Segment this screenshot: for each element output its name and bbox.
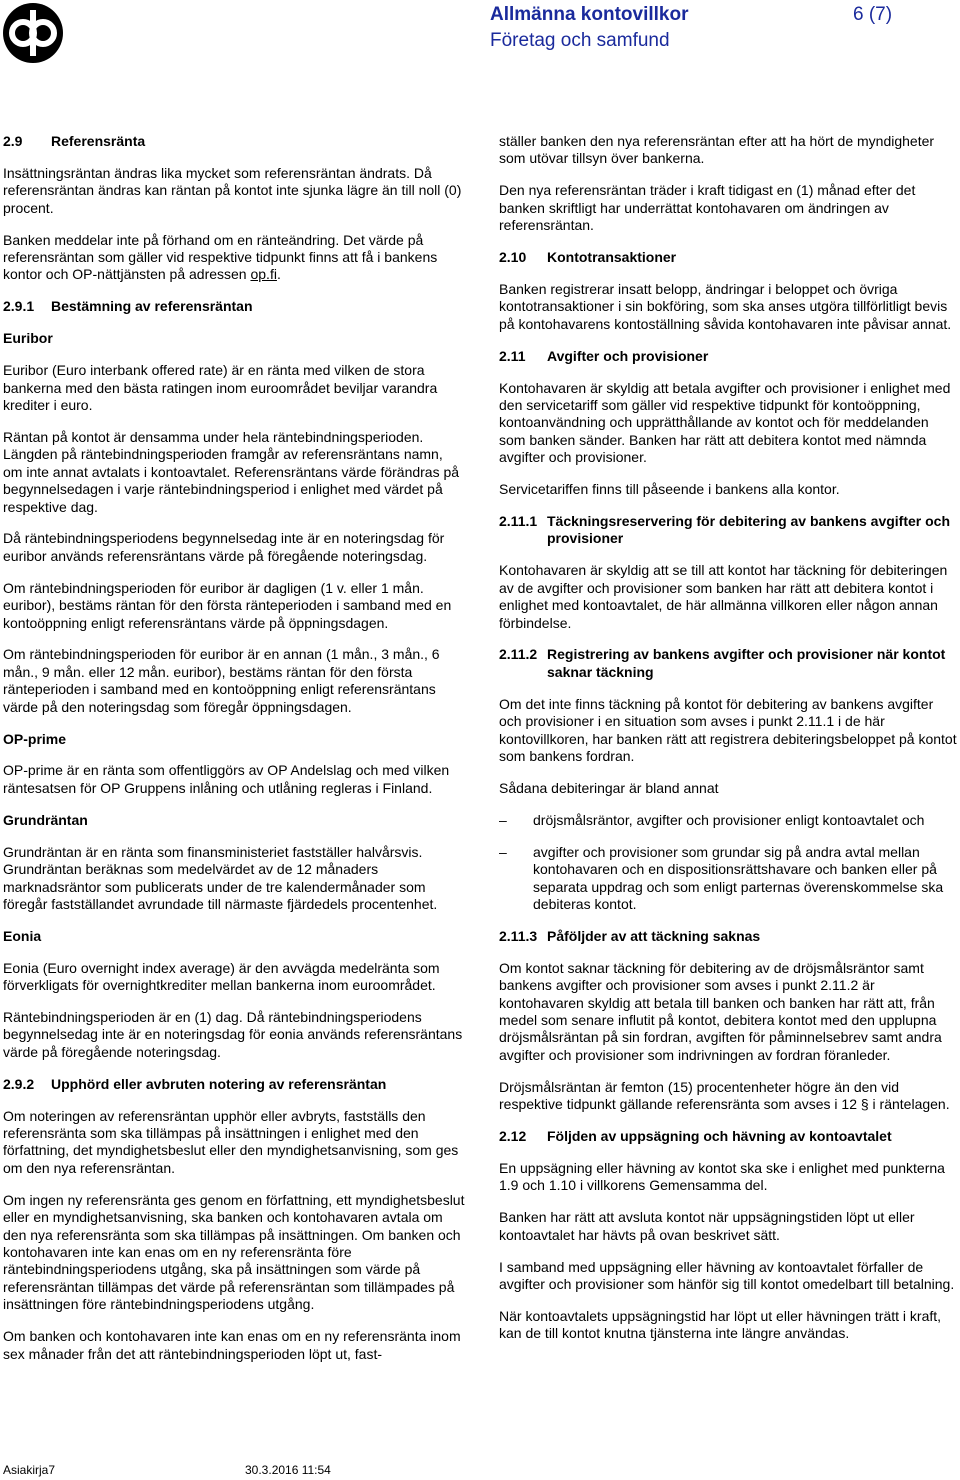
paragraph-text: . (276, 266, 281, 283)
section-heading (3, 1076, 465, 1093)
section-number: 2.11.2 (499, 646, 538, 663)
section-number: 2.11.3 (499, 927, 538, 944)
section-number: 2.9.2 (3, 1075, 35, 1092)
paragraph: Sådana debiteringar är bland annat (499, 779, 719, 796)
paragraph: Euribor (Euro interbank offered rate) är en ränta med vilken de stora bankerna med den bästa ratingen inom euroområdet beviljar varandra krediter i euro. (3, 362, 438, 413)
dash-bullet: – (499, 811, 507, 828)
paragraph: När kontoavtalets uppsägningstid har löpt ut eller hävningen trätt i kraft, kan de till kontot knutna tjänsterna inte längre användas. (499, 1307, 942, 1342)
list-item-text: dröjsmålsräntor, avgifter och provisioner enligt kontoavtalet och (533, 811, 925, 828)
section-heading (499, 348, 957, 365)
document-title: Allmänna kontovillkor (490, 4, 689, 25)
paragraph: Räntan på kontot är densamma under hela räntebindningsperioden. Längden på räntebindningsperioden framgår av referensräntans namn, om inte annat avtalats i kontoavtalet. Referensräntans värde förändras på begynnelsedagen i varje räntebindningsperiod i enlighet med värdet på respektive dag. (3, 428, 460, 515)
paragraph: ställer banken den nya referensräntan efter att ha hört de myndigheter som utövar tillsyn över bankerna. (499, 133, 935, 167)
section-heading (3, 298, 465, 315)
section-title: Avgifter och provisioner (547, 347, 709, 364)
paragraph: Insättningsräntan ändras lika mycket som referensräntan ändrats. Då referensräntan ändras kan räntan på kontot inte sjunka lägre än till noll (0) procent. (3, 164, 462, 216)
subheading-euribor: Euribor (3, 330, 53, 347)
section-title: Upphörd eller avbruten notering av referensräntan (51, 1075, 387, 1092)
section-heading (3, 133, 465, 150)
paragraph: Dröjsmålsräntan är femton (15) procentenheter högre än den vid respektive tidpunkt gällande referensränta som avses i 12 § i räntelagen. (499, 1078, 950, 1113)
dash-bullet: – (499, 843, 507, 860)
paragraph: Om det inte finns täckning på kontot för debitering av bankens avgifter och provisioner i en situation som avses i punkt 2.11.1 i de här kontovillkoren, har banken rätt att registrera debiteringsbeloppet på kontot som bankens fordran. (499, 695, 957, 764)
section-number: 2.10 (499, 249, 527, 266)
section-title: Kontotransaktioner (547, 249, 677, 266)
paragraph: Servicetariffen finns till påseende i bankens alla kontor. (499, 481, 840, 498)
paragraph: Räntebindningsperioden är en (1) dag. Då räntebindningsperiodens begynnelsedag inte är en noteringsdag för eonia används referensräntans värde på föregående noteringsdag. (3, 1009, 463, 1060)
list-item-text: avgifter och provisioner som grundar sig på andra avtal mellan kontohavaren och en dispositionsrättshavare och banken eller på separata uppdrag och som enligt parternas överenskommelse ska debiteras kontot. (533, 843, 944, 912)
paragraph: Grundräntan är en ränta som finansministeriet fastställer halvårsvis. Grundräntan beräknas som medelvärdet av de 12 månaders marknadsräntor som publicerats under de tre kalendermånader som föregår fastställandet avrundade till närmaste fjärdedels procentenhet. (3, 843, 438, 912)
paragraph: Om räntebindningsperioden för euribor är en annan (1 mån., 3 mån., 6 mån., 9 mån. eller 12 mån. euribor), bestäms räntan för den första ränteperioden i samband med en kontoöppning enligt referensräntans värde på den noteringsdag som föregår öppningsdagen. (3, 646, 440, 715)
section-title: Bestämning av referensräntan (51, 298, 253, 315)
paragraph: Kontohavaren är skyldig att se till att kontot har täckning för debiteringen av de avgifter och provisioner som banken har rätt att debitera kontot i enlighet med kontoavtalet, de här allmänna villkoren eller någon annan förbindelse. (499, 562, 948, 631)
paragraph (3, 232, 465, 284)
paragraph-text: Banken meddelar inte på förhand om en ränteändring. Det värde på referensräntan som gäller vid respektive tidpunkt finns att få i bankens kontor och OP-nättjänsten på adressen (3, 231, 438, 283)
section-heading (499, 928, 957, 945)
section-heading (499, 513, 957, 548)
paragraph: Om ingen ny referensränta ges genom en författning, ett myndighetsbeslut eller en myndighetsanvisning, ska banken och kontohavaren avtala om den nya referensränta som ska tillämpas på insättningen. Om banken och kontohavaren inte kan enas om en ny referensränta före räntebindningsperiodens utgång, ska på insättningen som värde på referensräntan tillämpas det värde på referensräntan som tillämpades på insättningen före räntebindningsperiodens utgång. (3, 1191, 465, 1313)
section-number: 2.11.1 (499, 513, 538, 529)
footer-document-name: Asiakirja7 (3, 1463, 56, 1477)
paragraph: I samband med uppsägning eller hävning av kontoavtalet förfaller de avgifter och provisioner som hänför sig till kontot omedelbart till betalning. (499, 1258, 955, 1292)
paragraph: Den nya referensräntan träder i kraft tidigast en (1) månad efter det banken skriftligt har underrättat kontohavaren om ändringen av referensräntan. (499, 182, 916, 234)
list-item (499, 812, 957, 829)
section-heading (499, 1128, 957, 1145)
section-number: 2.9.1 (3, 298, 35, 315)
subheading-eonia: Eonia (3, 927, 42, 944)
footer-timestamp: 30.3.2016 11:54 (245, 1463, 331, 1477)
paragraph: Om kontot saknar täckning för debitering av de dröjsmålsräntor samt bankens avgifter och provisioner som avses i punkt 2.11.2 är kontohavaren skyldig att betala till banken och banken har rätt att, från medel som senare influtit på kontot, debitera kontot med den upplupna dröjsmålsräntan på sin fordran, avgiften för påminnelsebrev samt andra avgifter och provisioner som indrivningen av fordran föranleder. (499, 959, 942, 1063)
section-title: Täckningsreservering för debitering av bankens avgifter och provisioner (547, 513, 951, 547)
paragraph: Om noteringen av referensräntan upphör eller avbryts, fastställs den referensränta som ska tillämpas på insättningen i enlighet med den författning, det myndighetsbeslut eller den myndighetsanvisning, som ges om den nya referensräntan. (3, 1107, 459, 1176)
section-heading (499, 646, 957, 681)
paragraph: Banken registrerar insatt belopp, ändringar i beloppet och övriga kontotransaktioner i sin bokföring, som ska anses utgöra tillförlitligt bevis på kontohavarens kontoställning såvida kontohavaren inte påvisar annat. (499, 280, 952, 332)
subheading-grundrantan: Grundräntan (3, 811, 88, 828)
paragraph: Om räntebindningsperioden för euribor är dagligen (1 v. eller 1 mån. euribor), bestäms räntan för den första ränteperioden i samband med en kontoöppning enligt referensräntans värde på öppningsdagen. (3, 579, 452, 631)
paragraph: OP-prime är en ränta som offentliggörs av OP Andelslag och med vilken räntesatsen för OP Gruppens inlåning och utlåning regleras i Finland. (3, 762, 450, 796)
op-logo (2, 2, 64, 64)
paragraph: Kontohavaren är skyldig att betala avgifter och provisioner i enlighet med den servicetariff som gäller vid respektive tidpunkt för kontoöppning, kontoanvändning och upprätthållande av kontot och för meddelanden som banken sänder. Banken har rätt att debitera kontot med nämnda avgifter och provisioner. (499, 379, 951, 466)
section-heading (499, 249, 957, 266)
right-column (499, 133, 957, 1357)
op-fi-link[interactable]: op.fi (250, 266, 277, 283)
document-subtitle: Företag och samfund (490, 30, 670, 51)
list-item (499, 844, 957, 914)
subheading-op-prime: OP-prime (3, 730, 67, 747)
section-title: Registrering av bankens avgifter och provisioner när kontot saknar täckning (547, 646, 946, 680)
paragraph: Eonia (Euro overnight index average) är den avvägda medelränta som förverkligats för overnightkrediter mellan bankerna inom euroområdet. (3, 959, 440, 994)
paragraph: Om banken och kontohavaren inte kan enas om en ny referensränta inom sex månader från det att räntebindningsperioden löpt ut, fast- (3, 1328, 461, 1362)
paragraph: Banken har rätt att avsluta kontot när uppsägningstiden löpt ut eller kontoavtalet har hävts på ovan beskrivet sätt. (499, 1209, 915, 1243)
left-column (3, 133, 465, 1377)
section-title: Följden av uppsägning och hävning av kontoavtalet (547, 1127, 892, 1144)
section-title: Påföljder av att täckning saknas (547, 927, 761, 944)
page-number: 6 (7) (853, 4, 893, 25)
section-number: 2.9 (3, 133, 23, 149)
paragraph: Då räntebindningsperiodens begynnelsedag inte är en noteringsdag för euribor används referensräntans värde på föregående noteringsdag. (3, 530, 445, 564)
paragraph: En uppsägning eller hävning av kontot ska ske i enlighet med punkterna 1.9 och 1.10 i villkorens Gemensamma del. (499, 1159, 945, 1194)
section-title: Referensränta (51, 133, 146, 149)
section-number: 2.11 (499, 347, 526, 364)
section-number: 2.12 (499, 1127, 527, 1144)
